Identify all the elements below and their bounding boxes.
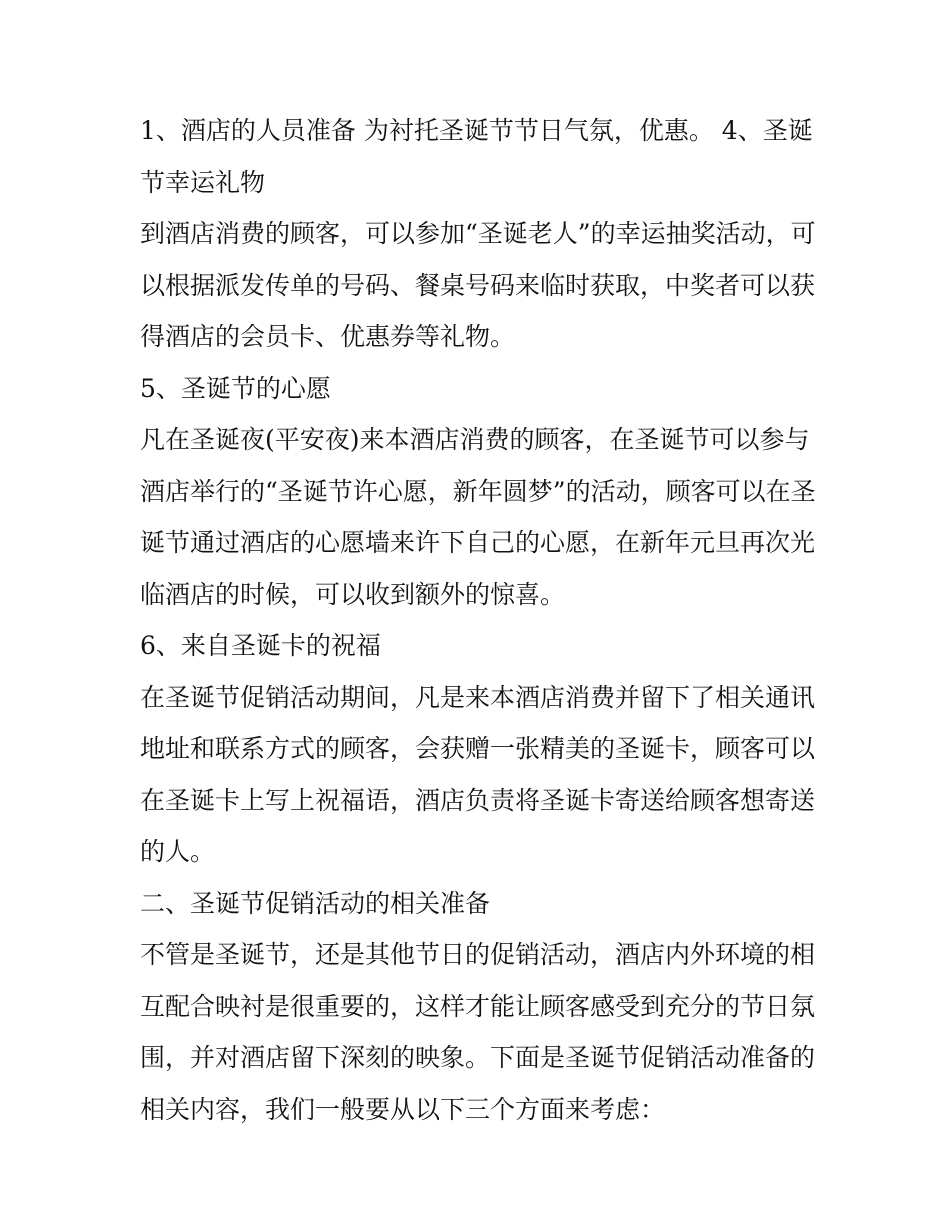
text-line: 不管是圣诞节，还是其他节日的促销活动，酒店内外环境的相 (140, 940, 816, 969)
text-line: 酒店举行的“圣诞节许心愿，新年圆梦”的活动，顾客可以在圣 (140, 476, 816, 506)
text-line: 到酒店消费的顾客，可以参加“圣诞老人”的幸运抽奖活动，可 (140, 219, 816, 248)
text-line: 节幸运礼物 (140, 167, 266, 197)
text-line: 临酒店的时候，可以收到额外的惊喜。 (140, 579, 566, 609)
text-line: 互配合映衬是很重要的，这样才能让顾客感受到充分的节日氛 (140, 991, 816, 1021)
section-heading: 二、圣诞节促销活动的相关准备 (140, 888, 491, 918)
text-line: 以根据派发传单的号码、餐桌号码来临时获取，中奖者可以获 (140, 270, 816, 300)
section-heading: 5、圣诞节的心愿 (140, 373, 331, 403)
text-line: 1、酒店的人员准备 为衬托圣诞节节日气氛，优惠。 4、圣诞 (140, 116, 813, 145)
text-line: 在圣诞节促销活动期间，凡是来本酒店消费并留下了相关通讯 (140, 682, 816, 712)
text-line: 凡在圣诞夜(平安夜)来本酒店消费的顾客，在圣诞节可以参与 (140, 425, 810, 454)
text-line: 得酒店的会员卡、优惠券等礼物。 (140, 322, 516, 351)
text-line: 诞节通过酒店的心愿墙来许下自己的心愿，在新年元旦再次光 (140, 528, 816, 557)
text-line: 的人。 (140, 837, 216, 866)
text-line: 地址和联系方式的顾客，会获赠一张精美的圣诞卡，顾客可以 (140, 734, 816, 763)
text-line: 围，并对酒店留下深刻的映象。下面是圣诞节促销活动准备的 (140, 1043, 816, 1072)
text-line: 在圣诞卡上写上祝福语，酒店负责将圣诞卡寄送给顾客想寄送 (140, 785, 816, 815)
text-line: 相关内容，我们一般要从以下三个方面来考虑： (140, 1094, 666, 1124)
document-body (140, 105, 815, 1135)
section-heading: 6、来自圣诞卡的祝福 (140, 631, 381, 660)
